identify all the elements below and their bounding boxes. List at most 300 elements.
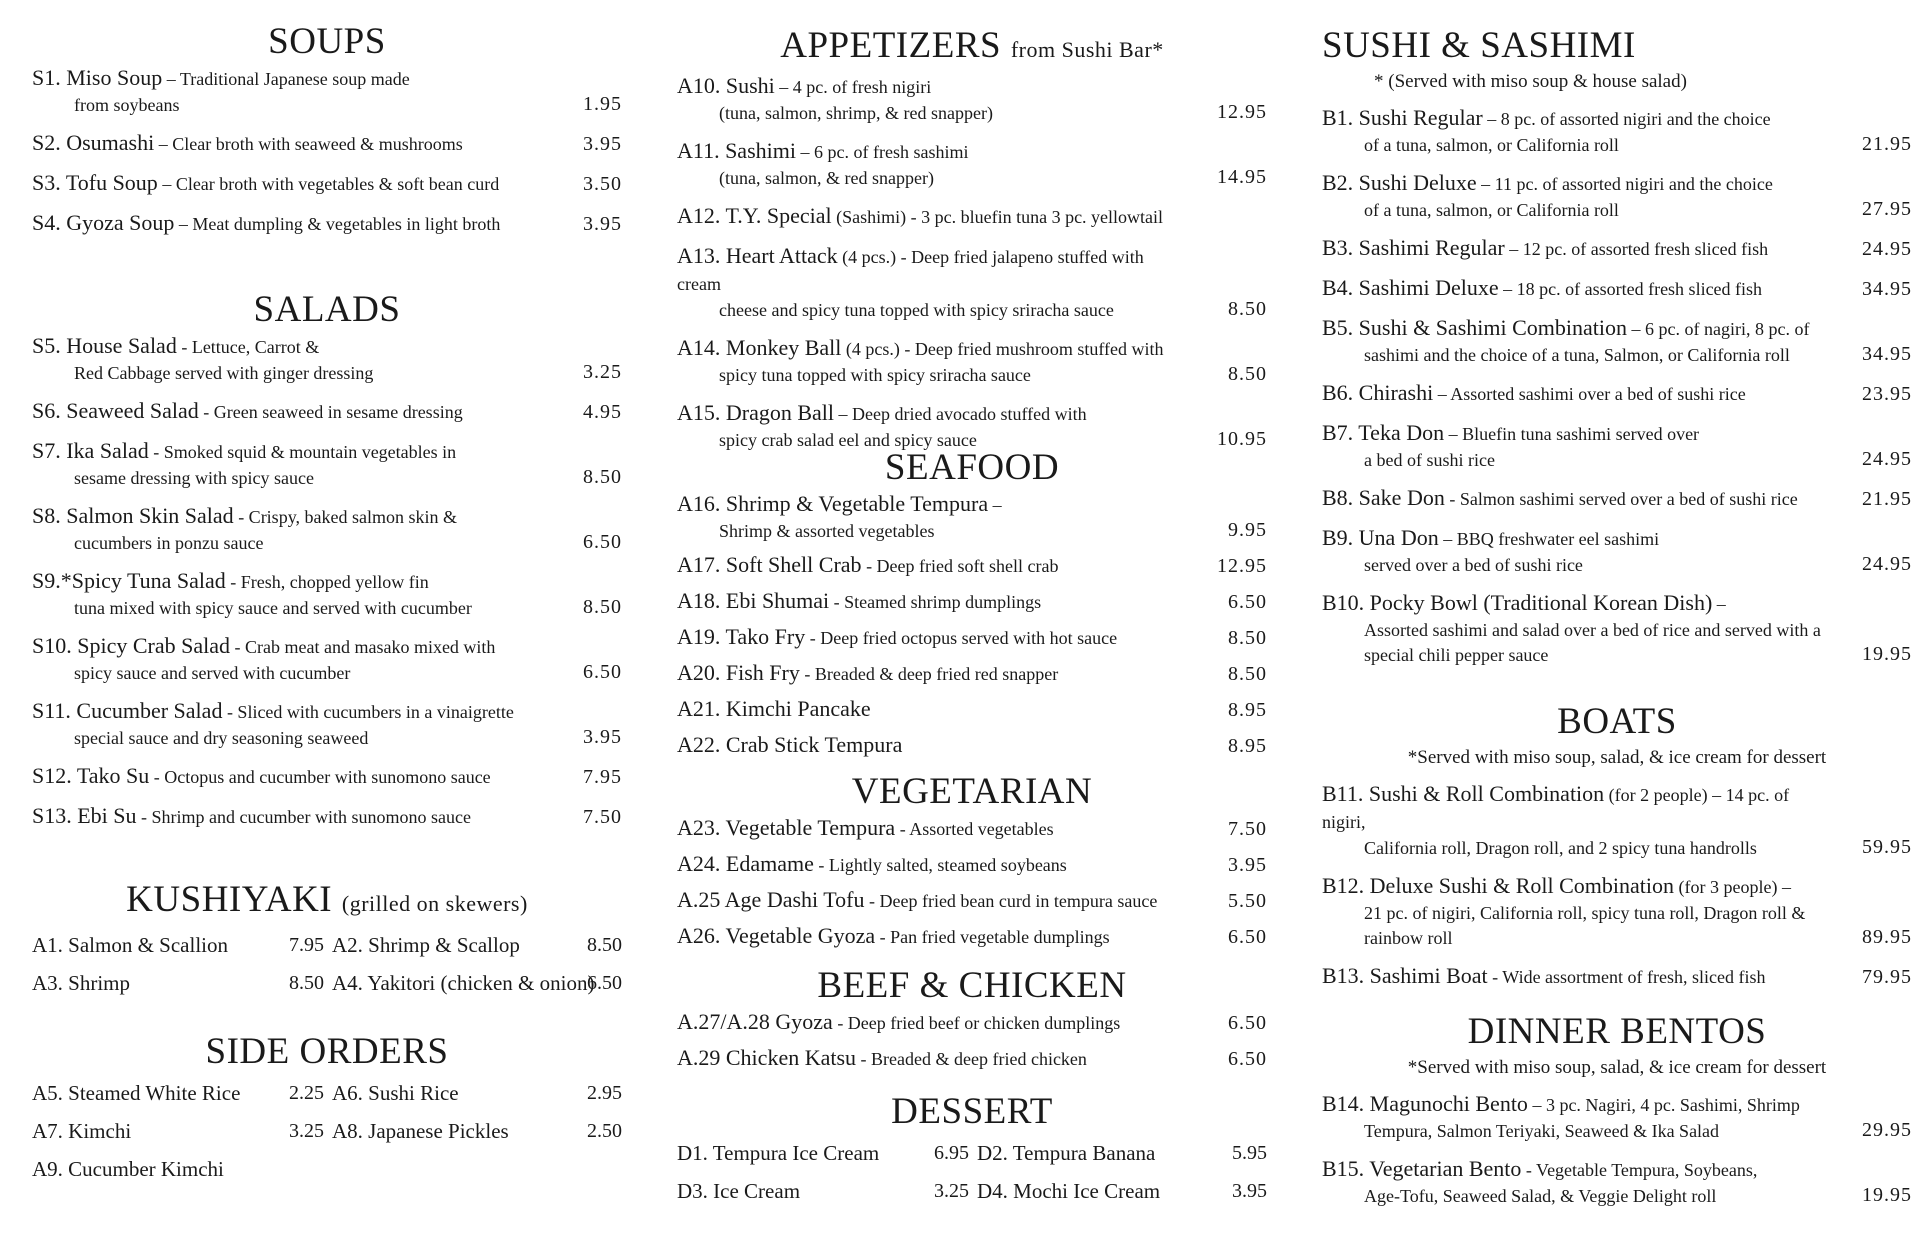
menu-item-line	[677, 490, 1267, 519]
section-title: BEEF & CHICKEN	[817, 965, 1127, 1006]
menu-item-description-cont: from soybeans	[74, 95, 180, 115]
menu-item-description: (for 3 people) –	[1674, 877, 1791, 897]
section-title: SEAFOOD	[884, 447, 1060, 488]
menu-item-price: 6.95	[934, 1142, 969, 1164]
menu-item	[677, 399, 1267, 453]
section-dessert	[677, 1090, 1267, 1210]
menu-item-description: - Crispy, baked salmon skin &	[233, 507, 457, 527]
menu-item	[1322, 274, 1912, 303]
menu-item-description-cont: 21 pc. of nigiri, California roll, spicy tuna roll, Dragon roll & rainbow roll	[1364, 903, 1806, 948]
menu-item-name: A16. Shrimp & Vegetable Tempura	[677, 491, 989, 516]
menu-item	[1322, 1090, 1912, 1144]
menu-item-name: S4. Gyoza Soup	[32, 210, 175, 235]
menu-item-name: A10. Sushi	[677, 73, 775, 98]
menu-item-name: A4. Yakitori (chicken & onion)	[332, 971, 595, 995]
menu-item-price: 3.95	[583, 133, 622, 155]
menu-item-name: A1. Salmon & Scallion	[32, 933, 228, 957]
section-boats	[1322, 700, 1912, 1002]
menu-item-name: S11. Cucumber Salad	[32, 698, 223, 723]
menu-item	[677, 490, 1267, 544]
menu-item-name: S6. Seaweed Salad	[32, 398, 199, 423]
menu-item-name: B10. Pocky Bowl (Traditional Korean Dish)	[1322, 590, 1713, 615]
menu-item-description: – 8 pc. of assorted nigiri and the choice	[1482, 109, 1771, 129]
menu-item-price: 29.95	[1862, 1119, 1912, 1141]
menu-item-price: 5.50	[1228, 890, 1267, 912]
menu-item-name: A18. Ebi Shumai	[677, 588, 830, 613]
menu-item-name: A15. Dragon Ball	[677, 400, 835, 425]
section-title	[677, 24, 1267, 72]
menu-item-line	[1322, 1090, 1912, 1119]
menu-item-line	[677, 623, 1267, 652]
menu-item-name: S2. Osumashi	[32, 130, 155, 155]
menu-item	[1322, 104, 1912, 158]
menu-item	[677, 137, 1267, 191]
menu-item-description-cont: cheese and spicy tuna topped with spicy sriracha sauce	[719, 300, 1114, 320]
menu-item-description: (for 2 people) – 14 pc. of nigiri,	[1322, 785, 1790, 832]
menu-item	[677, 731, 1267, 760]
pair-list	[32, 1074, 622, 1188]
menu-item-name: S9.*Spicy Tuna Salad	[32, 568, 226, 593]
menu-item-line	[32, 169, 622, 198]
menu-item-line	[677, 1008, 1267, 1037]
section-side-orders	[32, 1030, 622, 1188]
item-list	[677, 490, 1267, 760]
menu-item-price: 6.50	[1228, 1012, 1267, 1034]
menu-item-name: A5. Steamed White Rice	[32, 1081, 241, 1105]
menu-item-line	[1322, 419, 1912, 448]
menu-item-name: A.29 Chicken Katsu	[677, 1045, 857, 1070]
menu-item-line	[32, 697, 622, 726]
menu-item	[1322, 780, 1912, 861]
menu-item-description: – 12 pc. of assorted fresh sliced fish	[1504, 239, 1769, 259]
menu-item-description: – Clear broth with vegetables & soft bean curd	[157, 174, 500, 194]
menu-item-name: B4. Sashimi Deluxe	[1322, 275, 1499, 300]
menu-item	[32, 802, 622, 831]
menu-item-name: A3. Shrimp	[32, 971, 131, 995]
menu-item	[677, 695, 1267, 724]
menu-item-name: A8. Japanese Pickles	[332, 1119, 509, 1143]
menu-item-price: 8.50	[1228, 627, 1267, 649]
menu-item-name: S5. House Salad	[32, 333, 177, 358]
menu-item	[32, 697, 622, 751]
menu-item-description: - Assorted vegetables	[895, 819, 1054, 839]
menu-item-description-cont: (tuna, salmon, & red snapper)	[719, 168, 934, 188]
menu-item-line	[1322, 234, 1912, 263]
section-salads	[32, 288, 622, 842]
menu-item-line	[1322, 780, 1912, 836]
menu-item-price: 23.95	[1862, 383, 1912, 405]
menu-item-price: 3.25	[934, 1180, 969, 1202]
menu-item-price: 8.95	[1228, 699, 1267, 721]
menu-item	[32, 567, 622, 621]
menu-item-line	[677, 399, 1267, 428]
menu-item-description-cont: California roll, Dragon roll, and 2 spicy tuna handrolls	[1364, 838, 1757, 858]
menu-item-line	[32, 397, 622, 426]
section-soups	[32, 20, 622, 249]
menu-item-name: A12. T.Y. Special	[677, 203, 832, 228]
menu-item-line	[677, 334, 1267, 363]
menu-item-price: 8.50	[1228, 298, 1267, 320]
menu-item-price: 21.95	[1862, 133, 1912, 155]
menu-item	[32, 332, 622, 386]
menu-item-name: A.27/A.28 Gyoza	[677, 1009, 833, 1034]
menu-item-name: A19. Tako Fry	[677, 624, 806, 649]
menu-item-description-cont: Assorted sashimi and salad over a bed of rice and served with a special chili pepper sauce	[1364, 620, 1821, 665]
menu-item	[677, 587, 1267, 616]
menu-item	[977, 1172, 1267, 1210]
menu-item-price: 2.50	[587, 1120, 622, 1142]
menu-item-description: (Sashimi) - 3 pc. bluefin tuna 3 pc. yellowtail	[831, 207, 1164, 227]
menu-item	[677, 659, 1267, 688]
section-title-text: KUSHIYAKI	[126, 879, 333, 920]
menu-item-line	[1322, 524, 1912, 553]
menu-item-description: - Steamed shrimp dumplings	[829, 592, 1042, 612]
menu-item-line	[677, 1044, 1267, 1073]
menu-item-name: B7. Teka Don	[1322, 420, 1445, 445]
menu-item	[1322, 234, 1912, 263]
section-subtitle: (grilled on skewers)	[341, 891, 528, 916]
menu-item-line	[32, 209, 622, 238]
menu-item-name: A17. Soft Shell Crab	[677, 552, 862, 577]
menu-item	[32, 1150, 332, 1188]
section-sushi-sashimi	[1322, 24, 1912, 679]
section-title: BOATS	[1557, 701, 1677, 742]
menu-item	[32, 926, 332, 964]
menu-item-name: S1. Miso Soup	[32, 65, 163, 90]
menu-item-line	[32, 129, 622, 158]
menu-item-description: – 6 pc. of nagiri, 8 pc. of	[1626, 319, 1810, 339]
section-title: SUSHI & SASHIMI	[1322, 25, 1636, 66]
menu-item-line	[677, 137, 1267, 166]
menu-item-line	[1322, 872, 1912, 901]
menu-item-line	[1322, 1155, 1912, 1184]
menu-item-description-cont: sashimi and the choice of a tuna, Salmon, or California roll	[1364, 345, 1790, 365]
menu-item-price: 1.95	[583, 93, 622, 115]
menu-item-price: 21.95	[1862, 488, 1912, 510]
menu-item-description-cont: tuna mixed with spicy sauce and served with cucumber	[74, 598, 472, 618]
menu-item-price: 8.50	[583, 596, 622, 618]
menu-item-description: (4 pcs.) - Deep fried mushroom stuffed with	[841, 339, 1164, 359]
menu-item-price: 19.95	[1862, 643, 1912, 665]
section-title: SOUPS	[268, 21, 386, 62]
menu-item	[1322, 1155, 1912, 1209]
menu-item-description: - Salmon sashimi served over a bed of sushi rice	[1444, 489, 1798, 509]
menu-item-description-cont: of a tuna, salmon, or California roll	[1364, 135, 1619, 155]
menu-item-description: - Deep fried beef or chicken dumplings	[832, 1013, 1121, 1033]
menu-item	[32, 397, 622, 426]
menu-item-line	[32, 502, 622, 531]
menu-item-description: - Vegetable Tempura, Soybeans,	[1521, 1160, 1758, 1180]
menu-item	[32, 502, 622, 556]
section-appetizers	[677, 24, 1267, 464]
section-kushiyaki	[32, 878, 622, 1002]
menu-item-description-cont: Shrimp & assorted vegetables	[719, 521, 935, 541]
menu-item-description-cont: spicy crab salad eel and spicy sauce	[719, 430, 977, 450]
menu-item-description: - Crab meat and masako mixed with	[230, 637, 496, 657]
item-list	[677, 814, 1267, 951]
menu-item-line	[677, 72, 1267, 101]
menu-item-description-cont: cucumbers in ponzu sauce	[74, 533, 264, 553]
menu-item-line	[1322, 169, 1912, 198]
menu-item	[677, 72, 1267, 126]
menu-item-price: 34.95	[1862, 343, 1912, 365]
menu-item-description: – BBQ freshwater eel sashimi	[1438, 529, 1660, 549]
menu-item-price: 7.50	[583, 806, 622, 828]
menu-item-line	[677, 922, 1267, 951]
section-beef-chicken	[677, 964, 1267, 1080]
menu-item-line	[32, 332, 622, 361]
menu-item-line	[1322, 589, 1912, 618]
menu-item	[32, 762, 622, 791]
menu-item-line	[1322, 274, 1912, 303]
menu-item-name: S12. Tako Su	[32, 763, 150, 788]
menu-item-price: 6.50	[583, 661, 622, 683]
menu-item-description: - Green seaweed in sesame dressing	[198, 402, 463, 422]
menu-item-name: B13. Sashimi Boat	[1322, 963, 1488, 988]
menu-item-price: 8.50	[583, 466, 622, 488]
menu-item-line	[32, 802, 622, 831]
menu-item-name: B9. Una Don	[1322, 525, 1439, 550]
menu-item	[1322, 962, 1912, 991]
menu-item-price: 12.95	[1217, 555, 1267, 577]
menu-item-line	[677, 202, 1267, 231]
menu-item-line	[677, 695, 1267, 724]
menu-item-description: - Octopus and cucumber with sunomono sauce	[149, 767, 491, 787]
menu-item-description-cont: of a tuna, salmon, or California roll	[1364, 200, 1619, 220]
menu-item-price: 14.95	[1217, 166, 1267, 188]
menu-item-line	[1322, 104, 1912, 133]
menu-item-line	[677, 886, 1267, 915]
menu-item-description: (4 pcs.) - Deep fried jalapeno stuffed with cream	[677, 247, 1144, 294]
menu-item-description: – Clear broth with seaweed & mushrooms	[154, 134, 463, 154]
menu-item-description: - Deep fried soft shell crab	[861, 556, 1059, 576]
menu-item-description-cont: Tempura, Salmon Teriyaki, Seaweed & Ika Salad	[1364, 1121, 1720, 1141]
menu-item-line	[677, 659, 1267, 688]
section-subtitle: from Sushi Bar*	[1010, 37, 1164, 62]
menu-item	[32, 1074, 332, 1112]
menu-item	[332, 1074, 622, 1112]
menu-item-name: B11. Sushi & Roll Combination	[1322, 781, 1605, 806]
item-list	[1322, 780, 1912, 991]
menu-item-line	[677, 587, 1267, 616]
menu-item-line	[677, 814, 1267, 843]
pair-list	[677, 1134, 1267, 1210]
menu-item	[32, 169, 622, 198]
menu-item	[677, 850, 1267, 879]
menu-item	[1322, 589, 1912, 668]
menu-item-price: 2.25	[289, 1082, 324, 1104]
menu-item-line	[32, 632, 622, 661]
section-title: VEGETARIAN	[851, 771, 1093, 812]
menu-item-price: 24.95	[1862, 448, 1912, 470]
menu-item	[677, 814, 1267, 843]
menu-item-line	[677, 551, 1267, 580]
menu-item-price: 8.50	[1228, 363, 1267, 385]
section-note: *Served with miso soup, salad, & ice cream for dessert	[1407, 1057, 1827, 1078]
section-title-text: APPETIZERS	[780, 25, 1002, 66]
menu-item-price: 10.95	[1217, 428, 1267, 450]
menu-item-name: A26. Vegetable Gyoza	[677, 923, 876, 948]
menu-item-name: A24. Edamame	[677, 851, 814, 876]
menu-item-name: A6. Sushi Rice	[332, 1081, 459, 1105]
menu-item-price: 79.95	[1862, 966, 1912, 988]
item-list	[1322, 104, 1912, 668]
menu-item	[977, 1134, 1267, 1172]
item-list	[32, 332, 622, 831]
menu-item-name: A14. Monkey Ball	[677, 335, 842, 360]
menu-item	[1322, 872, 1912, 951]
section-vegetarian	[677, 770, 1267, 958]
menu-item-price: 19.95	[1862, 1184, 1912, 1206]
menu-item-price: 7.50	[1228, 818, 1267, 840]
menu-item-price: 7.95	[289, 934, 324, 956]
menu-item-price: 4.95	[583, 401, 622, 423]
menu-item-price: 8.50	[1228, 663, 1267, 685]
menu-item-name: D4. Mochi Ice Cream	[977, 1179, 1161, 1203]
menu-item-description-cont: (tuna, salmon, shrimp, & red snapper)	[719, 103, 993, 123]
menu-item-price: 3.95	[583, 726, 622, 748]
menu-item	[677, 922, 1267, 951]
menu-item-name: D1. Tempura Ice Cream	[677, 1141, 880, 1165]
menu-item-price: 8.50	[587, 934, 622, 956]
item-list	[1322, 1090, 1912, 1209]
menu-item-name: B12. Deluxe Sushi & Roll Combination	[1322, 873, 1675, 898]
menu-item-description: – 6 pc. of fresh sashimi	[795, 142, 969, 162]
menu-item	[1322, 419, 1912, 473]
menu-item-line	[1322, 314, 1912, 343]
menu-item	[1322, 379, 1912, 408]
menu-item	[677, 551, 1267, 580]
menu-item-name: A2. Shrimp & Scallop	[332, 933, 520, 957]
menu-item	[32, 129, 622, 158]
menu-item-price: 34.95	[1862, 278, 1912, 300]
menu-item-description-cont: special sauce and dry seasoning seaweed	[74, 728, 369, 748]
menu-item-line	[677, 731, 1267, 760]
menu-item-description-cont: Red Cabbage served with ginger dressing	[74, 363, 374, 383]
menu-item	[32, 64, 622, 118]
menu-item	[677, 242, 1267, 323]
menu-item-line	[1322, 379, 1912, 408]
menu-item-description: – Meat dumpling & vegetables in light broth	[174, 214, 501, 234]
menu-item-price: 3.95	[1228, 854, 1267, 876]
menu-item-name: B15. Vegetarian Bento	[1322, 1156, 1522, 1181]
menu-item-description: - Fresh, chopped yellow fin	[225, 572, 429, 592]
menu-item-name: B1. Sushi Regular	[1322, 105, 1483, 130]
menu-item-line	[677, 850, 1267, 879]
menu-item	[1322, 484, 1912, 513]
menu-item-price: 7.95	[583, 766, 622, 788]
menu-item-price: 89.95	[1862, 926, 1912, 948]
menu-item-name: A23. Vegetable Tempura	[677, 815, 896, 840]
section-title	[32, 878, 622, 926]
item-list	[32, 64, 622, 238]
menu-item-description-cont: a bed of sushi rice	[1364, 450, 1495, 470]
menu-item-price: 6.50	[1228, 1048, 1267, 1070]
menu-item-description: –	[988, 495, 1002, 515]
menu-item	[32, 1112, 332, 1150]
item-list	[677, 1008, 1267, 1073]
menu-item-price: 27.95	[1862, 198, 1912, 220]
menu-item-name: A20. Fish Fry	[677, 660, 800, 685]
section-title: SIDE ORDERS	[205, 1031, 449, 1072]
menu-item-name: S13. Ebi Su	[32, 803, 137, 828]
menu-item-price: 3.95	[583, 213, 622, 235]
menu-item-description: – Deep dried avocado stuffed with	[834, 404, 1087, 424]
item-list	[677, 72, 1267, 453]
menu-item-description-cont: spicy sauce and served with cucumber	[74, 663, 351, 683]
menu-item-name: S10. Spicy Crab Salad	[32, 633, 230, 658]
menu-item-price: 24.95	[1862, 553, 1912, 575]
menu-item-description: - Deep fried octopus served with hot sauce	[805, 628, 1118, 648]
section-note: * (Served with miso soup & house salad)	[1374, 71, 1687, 92]
menu-item	[677, 886, 1267, 915]
menu-item-name: S7. Ika Salad	[32, 438, 149, 463]
menu-item-name: B14. Magunochi Bento	[1322, 1091, 1528, 1116]
menu-item-line	[1322, 484, 1912, 513]
menu-item	[677, 623, 1267, 652]
menu-item-price: 6.50	[1228, 591, 1267, 613]
menu-item-line	[32, 437, 622, 466]
menu-item-price: 3.25	[583, 361, 622, 383]
menu-item-name: D2. Tempura Banana	[977, 1141, 1156, 1165]
section-title: DINNER BENTOS	[1467, 1011, 1767, 1052]
menu-item-price: 6.50	[1228, 926, 1267, 948]
menu-item	[1322, 524, 1912, 578]
menu-item-line	[677, 242, 1267, 298]
menu-item	[32, 632, 622, 686]
section-seafood	[677, 446, 1267, 767]
menu-item	[1322, 169, 1912, 223]
menu-item-line	[1322, 962, 1912, 991]
menu-item-price: 12.95	[1217, 101, 1267, 123]
section-dinner-bentos	[1322, 1010, 1912, 1220]
menu-item-name: B6. Chirashi	[1322, 380, 1434, 405]
menu-item-description: – 18 pc. of assorted fresh sliced fish	[1498, 279, 1763, 299]
section-title: SALADS	[253, 289, 401, 330]
menu-item-price: 59.95	[1862, 836, 1912, 858]
menu-item-price: 24.95	[1862, 238, 1912, 260]
section-note: *Served with miso soup, salad, & ice cream for dessert	[1407, 747, 1827, 768]
menu-item-name: A13. Heart Attack	[677, 243, 838, 268]
menu-item	[32, 209, 622, 238]
menu-item	[677, 202, 1267, 231]
menu-item-price: 8.50	[289, 972, 324, 994]
menu-item-description: - Wide assortment of fresh, sliced fish	[1487, 967, 1766, 987]
menu-item	[677, 1044, 1267, 1073]
menu-item-description: - Sliced with cucumbers in a vinaigrette	[222, 702, 514, 722]
menu-item-price: 6.50	[583, 531, 622, 553]
menu-item-name: B3. Sashimi Regular	[1322, 235, 1505, 260]
menu-item-line	[32, 762, 622, 791]
menu-item-description: - Breaded & deep fried red snapper	[799, 664, 1059, 684]
menu-item-name: B2. Sushi Deluxe	[1322, 170, 1477, 195]
menu-item-name: D3. Ice Cream	[677, 1179, 801, 1203]
menu-item-description: – 11 pc. of assorted nigiri and the choice	[1476, 174, 1773, 194]
menu-item-description-cont: sesame dressing with spicy sauce	[74, 468, 314, 488]
menu-item-description-cont: served over a bed of sushi rice	[1364, 555, 1583, 575]
menu-item-description-cont: Age-Tofu, Seaweed Salad, & Veggie Delight roll	[1364, 1186, 1717, 1206]
menu-item	[332, 964, 622, 1002]
menu-item-description: - Shrimp and cucumber with sunomono sauce	[136, 807, 471, 827]
menu-item-description: - Pan fried vegetable dumplings	[875, 927, 1110, 947]
menu-item-price: 9.95	[1228, 519, 1267, 541]
menu-item-description: – Bluefin tuna sashimi served over	[1444, 424, 1700, 444]
menu-item-name: B8. Sake Don	[1322, 485, 1445, 510]
menu-item-description: - Lightly salted, steamed soybeans	[813, 855, 1067, 875]
menu-item-description: –	[1712, 594, 1726, 614]
menu-item-description: - Lettuce, Carrot &	[176, 337, 320, 357]
menu-item-price: 3.50	[583, 173, 622, 195]
